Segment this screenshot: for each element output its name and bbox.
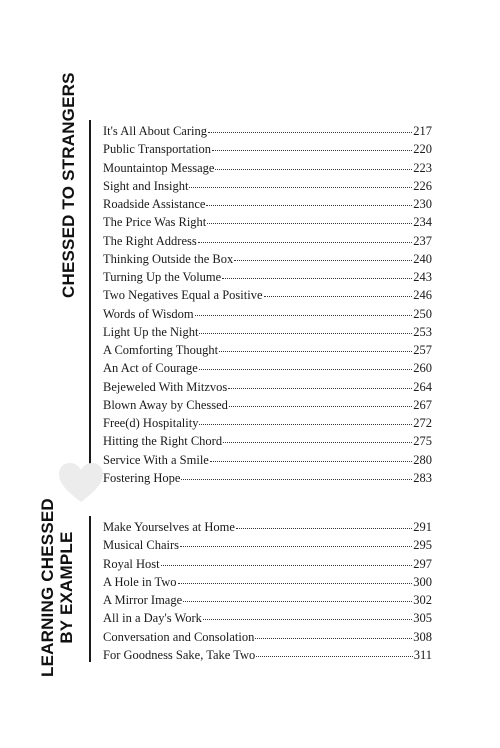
toc-entry-page-number: 260 bbox=[413, 361, 432, 376]
toc-entry bbox=[103, 341, 432, 359]
toc-dot-leader bbox=[178, 582, 413, 584]
toc-entry-title: For Goodness Sake, Take Two bbox=[103, 647, 256, 662]
toc-entry-page-number: 308 bbox=[413, 629, 432, 644]
toc-entry bbox=[103, 396, 432, 414]
toc-dot-leader bbox=[255, 637, 412, 639]
toc-entry bbox=[103, 250, 432, 268]
toc-entry-page-number: 264 bbox=[413, 379, 432, 394]
toc-entry bbox=[103, 213, 432, 231]
toc-entry-page-number: 240 bbox=[413, 251, 432, 266]
toc-entry-title: A Hole in Two bbox=[103, 574, 177, 589]
toc-dot-leader bbox=[223, 441, 412, 443]
toc-entry-title: Hitting the Right Chord bbox=[103, 434, 223, 449]
toc-entry-title: Make Yourselves at Home bbox=[103, 520, 235, 534]
toc-dot-leader bbox=[212, 149, 412, 151]
toc-entry-page-number: 283 bbox=[413, 470, 432, 485]
toc-entry bbox=[103, 159, 432, 177]
toc-entry-page-number: 275 bbox=[413, 434, 432, 449]
toc-entry bbox=[103, 268, 432, 286]
toc-list-learning-chessed-by-example bbox=[103, 518, 432, 664]
toc-entry-title: Sight and Insight bbox=[103, 178, 189, 193]
section-label-line: BY EXAMPLE bbox=[57, 531, 77, 644]
toc-entry-title: The Price Was Right bbox=[103, 215, 207, 230]
toc-entry bbox=[103, 573, 432, 591]
toc-entry-page-number: 246 bbox=[413, 288, 432, 303]
toc-dot-leader bbox=[189, 186, 412, 188]
toc-dot-leader bbox=[208, 131, 412, 133]
toc-dot-leader bbox=[222, 277, 412, 279]
toc-entry-page-number: 223 bbox=[413, 160, 432, 175]
toc-entry-title: Light Up the Night bbox=[103, 324, 199, 339]
toc-entry-page-number: 226 bbox=[413, 178, 432, 193]
toc-entry bbox=[103, 286, 432, 304]
toc-dot-leader bbox=[215, 168, 412, 170]
toc-entry bbox=[103, 378, 432, 396]
toc-dot-leader bbox=[203, 618, 412, 620]
toc-dot-leader bbox=[229, 405, 412, 407]
toc-entry-page-number: 267 bbox=[413, 397, 432, 412]
toc-entry-title: Bejeweled With Mitzvos bbox=[103, 379, 228, 394]
toc-entry-title: Mountaintop Message bbox=[103, 160, 215, 175]
toc-entry bbox=[103, 323, 432, 341]
toc-entry-page-number: 280 bbox=[413, 452, 432, 467]
toc-entry-title: All in a Day's Work bbox=[103, 611, 202, 626]
toc-entry-page-number: 291 bbox=[413, 520, 432, 534]
section-label-learning-chessed-by-example bbox=[38, 498, 76, 677]
toc-entry-title: Public Transportation bbox=[103, 142, 211, 157]
toc-entry bbox=[103, 628, 432, 646]
section-label-line: LEARNING CHESSED bbox=[38, 498, 57, 677]
toc-entry bbox=[103, 555, 432, 573]
toc-entry bbox=[103, 518, 432, 536]
section-divider-line bbox=[89, 516, 91, 662]
toc-entry-title: Free(d) Hospitality bbox=[103, 416, 199, 430]
toc-entry bbox=[103, 432, 432, 450]
toc-entry bbox=[103, 232, 432, 250]
toc-dot-leader bbox=[199, 332, 412, 334]
toc-entry-title: A Comforting Thought bbox=[103, 343, 219, 357]
toc-dot-leader bbox=[199, 368, 412, 370]
toc-entry bbox=[103, 359, 432, 377]
toc-entry bbox=[103, 195, 432, 213]
toc-dot-leader bbox=[210, 460, 412, 462]
toc-entry-page-number: 230 bbox=[413, 197, 432, 211]
toc-entry-title: Thinking Outside the Box bbox=[103, 251, 234, 266]
toc-dot-leader bbox=[219, 350, 412, 352]
toc-entry-title: Roadside Assistance bbox=[103, 197, 206, 211]
toc-entry-page-number: 257 bbox=[413, 343, 432, 357]
toc-dot-leader bbox=[161, 564, 413, 566]
toc-dot-leader bbox=[264, 295, 413, 297]
toc-entry-page-number: 220 bbox=[413, 142, 432, 157]
toc-entry-title: A Mirror Image bbox=[103, 593, 183, 607]
toc-entry bbox=[103, 451, 432, 469]
toc-dot-leader bbox=[199, 423, 412, 425]
toc-entry-page-number: 250 bbox=[413, 306, 432, 321]
toc-entry-page-number: 234 bbox=[413, 215, 432, 230]
toc-dot-leader bbox=[206, 204, 412, 206]
toc-dot-leader bbox=[234, 259, 412, 261]
toc-entry-page-number: 305 bbox=[413, 611, 432, 626]
toc-entry-page-number: 272 bbox=[413, 416, 432, 430]
toc-entry bbox=[103, 177, 432, 195]
toc-entry bbox=[103, 591, 432, 609]
toc-entry-page-number: 300 bbox=[413, 574, 432, 589]
toc-dot-leader bbox=[256, 655, 412, 657]
toc-entry-page-number: 217 bbox=[413, 124, 432, 138]
toc-entry-page-number: 237 bbox=[413, 233, 432, 248]
toc-entry bbox=[103, 122, 432, 140]
toc-dot-leader bbox=[228, 387, 412, 389]
toc-list-chessed-to-strangers bbox=[103, 122, 432, 487]
toc-dot-leader bbox=[236, 527, 412, 529]
toc-dot-leader bbox=[198, 241, 413, 243]
toc-entry bbox=[103, 646, 432, 664]
toc-entry-page-number: 243 bbox=[413, 270, 432, 284]
toc-entry-title: Conversation and Consolation bbox=[103, 629, 255, 644]
toc-entry-title: Royal Host bbox=[103, 556, 160, 571]
toc-entry-page-number: 253 bbox=[413, 324, 432, 339]
toc-entry bbox=[103, 140, 432, 158]
toc-entry-title: Fostering Hope bbox=[103, 470, 181, 485]
toc-dot-leader bbox=[207, 222, 412, 224]
toc-entry bbox=[103, 469, 432, 487]
toc-entry-title: An Act of Courage bbox=[103, 361, 198, 376]
toc-entry bbox=[103, 536, 432, 554]
toc-entry-page-number: 297 bbox=[413, 556, 432, 571]
toc-entry-title: Service With a Smile bbox=[103, 452, 209, 467]
toc-dot-leader bbox=[195, 314, 413, 316]
toc-entry-title: Musical Chairs bbox=[103, 538, 180, 553]
toc-entry-title: Blown Away by Chessed bbox=[103, 397, 228, 412]
toc-entry-page-number: 311 bbox=[413, 647, 432, 662]
toc-entry-title: Words of Wisdom bbox=[103, 306, 194, 321]
section-divider-line bbox=[89, 120, 91, 472]
toc-entry-title: It's All About Caring bbox=[103, 124, 207, 138]
toc-entry bbox=[103, 609, 432, 627]
toc-entry-title: Two Negatives Equal a Positive bbox=[103, 288, 263, 303]
section-label-chessed-to-strangers: CHESSED TO STRANGERS bbox=[59, 72, 78, 298]
toc-dot-leader bbox=[180, 545, 412, 547]
toc-entry bbox=[103, 414, 432, 432]
toc-entry-title: Turning Up the Volume bbox=[103, 270, 222, 284]
toc-entry-title: The Right Address bbox=[103, 233, 197, 248]
toc-entry bbox=[103, 305, 432, 323]
toc-dot-leader bbox=[183, 600, 412, 602]
toc-entry-page-number: 302 bbox=[413, 593, 432, 607]
toc-dot-leader bbox=[181, 478, 412, 480]
toc-entry-page-number: 295 bbox=[413, 538, 432, 553]
